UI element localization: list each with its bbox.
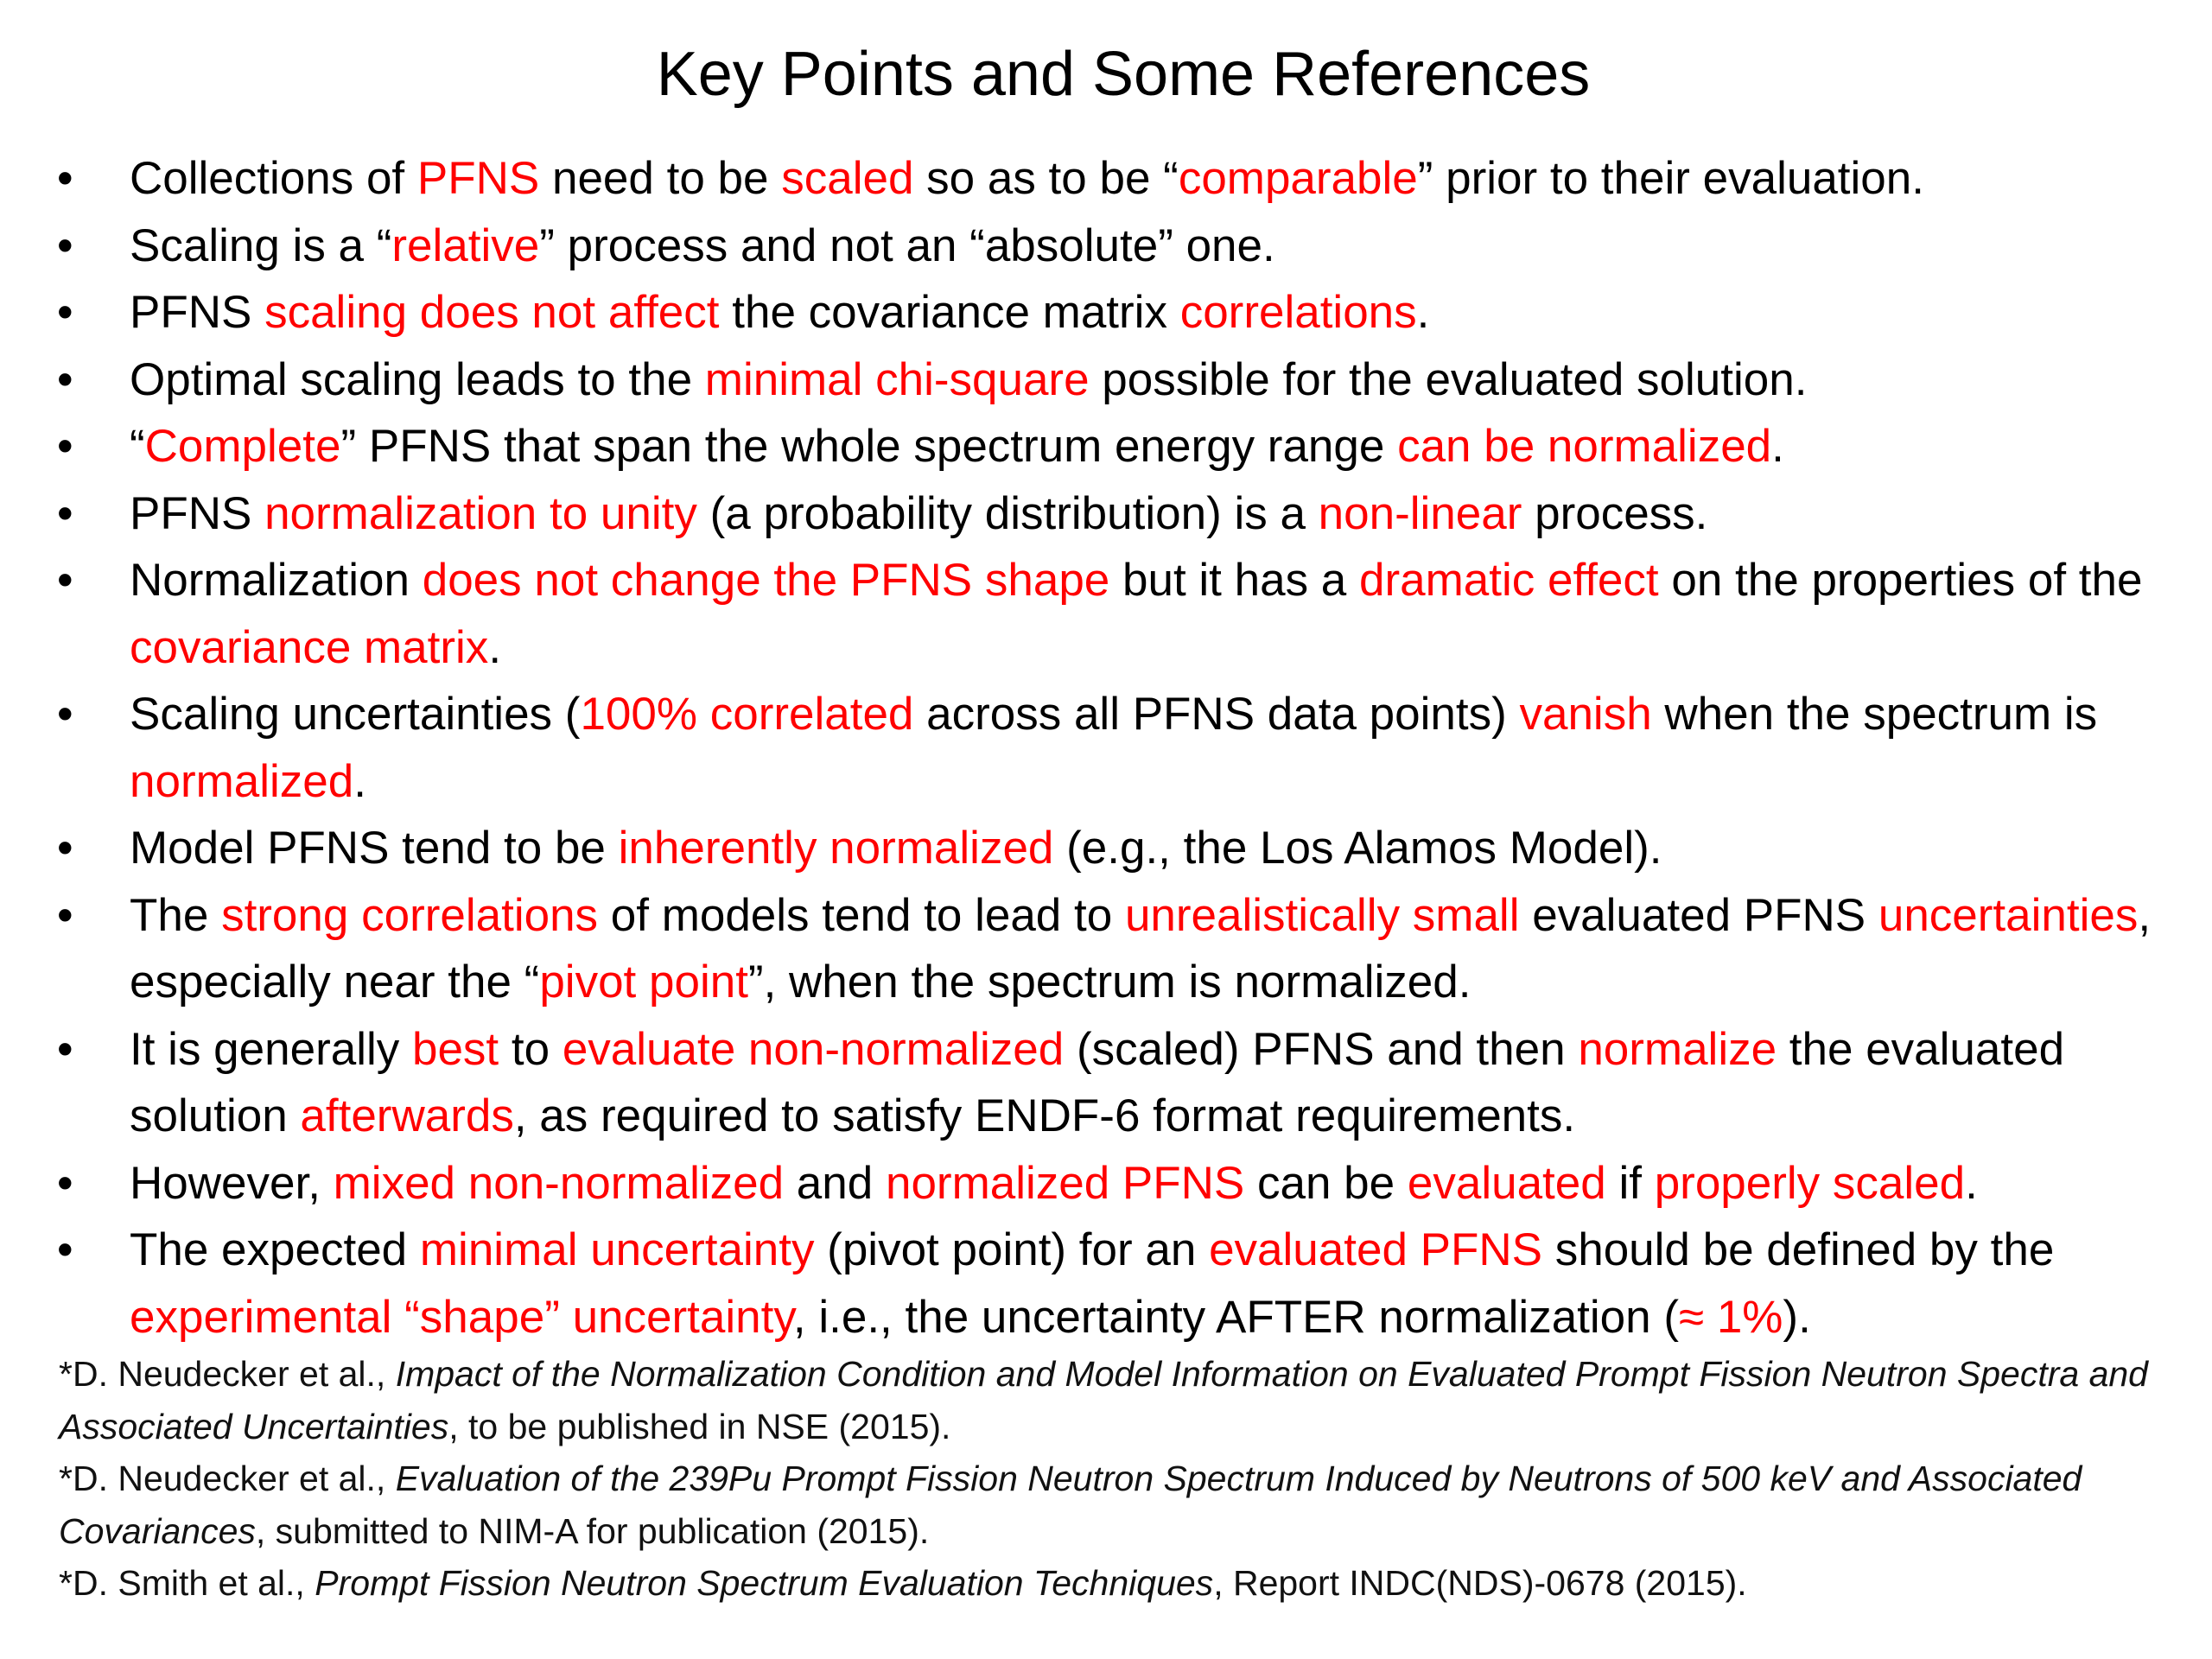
reference-text: *D. Neudecker et al., xyxy=(59,1459,396,1498)
bullet-item xyxy=(50,547,2184,681)
bullet-item xyxy=(50,413,2184,480)
slide-title: Key Points and Some References xyxy=(656,40,1591,109)
bullet-text: “ xyxy=(130,421,145,472)
highlighted-text: normalize xyxy=(1578,1023,1777,1075)
highlighted-text: covariance matrix xyxy=(130,621,489,673)
highlighted-text: PFNS xyxy=(416,153,540,204)
highlighted-text: non-linear xyxy=(1318,487,1522,539)
highlighted-text: comparable xyxy=(1178,153,1418,204)
highlighted-text: dramatic effect xyxy=(1359,555,1659,606)
bullet-text: . xyxy=(1416,287,1430,338)
highlighted-text: uncertainties xyxy=(1878,889,2139,941)
bullet-marker: • xyxy=(57,1224,73,1275)
highlighted-text: normalized xyxy=(130,755,354,807)
bullet-text: the covariance matrix xyxy=(719,287,1180,338)
bullet-text: (pivot point) for an xyxy=(814,1224,1210,1275)
reference-text: , Report INDC(NDS)-0678 (2015). xyxy=(1213,1563,1747,1603)
bullet-text: can be xyxy=(1244,1157,1408,1209)
bullet-text: . xyxy=(488,621,502,673)
bullet-text: so as to be “ xyxy=(913,153,1179,204)
bullet-text: should be defined by the xyxy=(1542,1224,2055,1275)
reference-text: , submitted to NIM-A for publication (2015). xyxy=(255,1510,930,1551)
highlighted-text: evaluated PFNS xyxy=(1209,1224,1542,1275)
bullet-item xyxy=(50,145,2184,213)
bullet-text: across all PFNS data points) xyxy=(913,689,1520,740)
reference-item xyxy=(59,1348,2193,1452)
highlighted-text: Complete xyxy=(144,421,341,472)
highlighted-text: normalization to unity xyxy=(264,487,697,539)
bullet-text: (a probability distribution) is a xyxy=(696,487,1319,539)
highlighted-text: inherently normalized xyxy=(618,823,1054,874)
highlighted-text: 100% correlated xyxy=(580,689,914,740)
bullet-marker: • xyxy=(57,555,73,606)
bullet-text: However, xyxy=(130,1157,334,1209)
bullet-marker: • xyxy=(57,219,73,271)
highlighted-text: correlations xyxy=(1179,287,1417,338)
bullet-marker: • xyxy=(57,823,73,874)
bullet-marker: • xyxy=(57,487,73,539)
bullet-text: to xyxy=(499,1023,563,1075)
highlighted-text: experimental “shape” uncertainty xyxy=(130,1291,793,1343)
bullet-marker: • xyxy=(57,153,73,204)
bullet-marker: • xyxy=(57,689,73,740)
reference-text: *D. Neudecker et al., xyxy=(59,1354,396,1394)
bullet-text: Scaling uncertainties ( xyxy=(130,689,581,740)
reference-item xyxy=(59,1557,2193,1610)
highlighted-text: scaling does not affect xyxy=(264,287,720,338)
bullet-text: ” process and not an “absolute” one. xyxy=(539,219,1275,271)
bullet-text: , as required to satisfy ENDF-6 format requirements. xyxy=(513,1090,1576,1141)
bullet-text: , i.e., the uncertainty AFTER normalization ( xyxy=(792,1291,1679,1343)
highlighted-text: minimal chi-square xyxy=(704,353,1090,405)
bullet-text: but it has a xyxy=(1109,555,1360,606)
bullet-text: . xyxy=(1965,1157,1978,1209)
bullet-text: on the properties of the xyxy=(1658,555,2143,606)
reference-title: Evaluation of the 239Pu Prompt Fission Neutron Spectrum Induced by Neutrons of 500 keV and Associated Covariances xyxy=(59,1459,2082,1551)
bullet-text: when the spectrum is xyxy=(1651,689,2098,740)
reference-text: *D. Smith et al., xyxy=(59,1563,315,1603)
bullet-text: , especially near the “ xyxy=(130,889,2152,1007)
highlighted-text: pivot point xyxy=(539,957,748,1007)
bullet-text: (scaled) PFNS and then xyxy=(1064,1023,1579,1075)
bullet-item xyxy=(50,213,2184,280)
bullet-text: Optimal scaling leads to the xyxy=(130,353,705,405)
highlighted-text: afterwards xyxy=(300,1090,514,1141)
bullet-text: need to be xyxy=(539,153,782,204)
key-points-list xyxy=(50,145,2184,1351)
bullet-text: . xyxy=(1771,421,1784,472)
bullet-marker: • xyxy=(57,287,73,338)
bullet-text: evaluated PFNS xyxy=(1519,889,1878,941)
bullet-text: ). xyxy=(1783,1291,1811,1343)
bullet-item xyxy=(50,480,2184,548)
bullet-marker: • xyxy=(57,353,73,405)
reference-text: , to be published in NSE (2015). xyxy=(448,1406,951,1446)
highlighted-text: minimal uncertainty xyxy=(419,1224,815,1275)
highlighted-text: properly scaled xyxy=(1654,1157,1966,1209)
bullet-marker: • xyxy=(57,421,73,472)
bullet-text: of models tend to lead to xyxy=(598,889,1125,941)
highlighted-text: ≈ 1% xyxy=(1679,1291,1783,1343)
highlighted-text: evaluate non-normalized xyxy=(562,1023,1065,1075)
bullet-text: and xyxy=(784,1157,886,1209)
highlighted-text: can be normalized xyxy=(1397,421,1772,472)
references-list xyxy=(59,1348,2193,1610)
bullet-item xyxy=(50,1016,2184,1150)
highlighted-text: unrealistically small xyxy=(1124,889,1520,941)
highlighted-text: evaluated xyxy=(1407,1157,1606,1209)
bullet-text: PFNS xyxy=(130,287,265,338)
bullet-item xyxy=(50,681,2184,815)
bullet-item xyxy=(50,1217,2184,1351)
bullet-marker: • xyxy=(57,1157,73,1209)
bullet-text: . xyxy=(353,755,366,807)
bullet-text: Collections of xyxy=(130,153,417,204)
bullet-text: Scaling is a “ xyxy=(130,219,392,271)
reference-item xyxy=(59,1452,2193,1557)
bullet-text: process. xyxy=(1522,487,1708,539)
highlighted-text: scaled xyxy=(781,153,914,204)
bullet-item xyxy=(50,815,2184,882)
bullet-text: ”, when the spectrum is normalized. xyxy=(747,957,1471,1007)
reference-title: Prompt Fission Neutron Spectrum Evaluation Techniques xyxy=(315,1563,1214,1603)
bullet-text: The expected xyxy=(130,1224,420,1275)
highlighted-text: relative xyxy=(391,219,540,271)
bullet-marker: • xyxy=(57,889,73,941)
bullet-text: It is generally xyxy=(130,1023,412,1075)
bullet-item xyxy=(50,1150,2184,1217)
bullet-item xyxy=(50,882,2184,1016)
bullet-text: possible for the evaluated solution. xyxy=(1089,353,1808,405)
bullet-text: if xyxy=(1605,1157,1655,1209)
bullet-text: ” PFNS that span the whole spectrum energy range xyxy=(340,421,1398,472)
reference-title: Impact of the Normalization Condition and Model Information on Evaluated Prompt Fission Neutron Spectra and Associated Uncertainties xyxy=(59,1354,2148,1446)
bullet-text: PFNS xyxy=(130,487,265,539)
bullet-text: the evaluated solution xyxy=(130,1023,2065,1141)
bullet-text: The xyxy=(130,889,222,941)
bullet-item xyxy=(50,279,2184,346)
highlighted-text: normalized PFNS xyxy=(885,1157,1245,1209)
highlighted-text: best xyxy=(411,1023,499,1075)
bullet-text: (e.g., the Los Alamos Model). xyxy=(1053,823,1662,874)
highlighted-text: mixed non-normalized xyxy=(333,1157,785,1209)
bullet-text: Normalization xyxy=(130,555,423,606)
highlighted-text: strong correlations xyxy=(221,889,599,941)
highlighted-text: vanish xyxy=(1519,689,1652,740)
bullet-marker: • xyxy=(57,1023,73,1075)
bullet-item xyxy=(50,346,2184,414)
highlighted-text: does not change the PFNS shape xyxy=(422,555,1110,606)
bullet-text: Model PFNS tend to be xyxy=(130,823,619,874)
bullet-text: ” prior to their evaluation. xyxy=(1417,153,1924,204)
